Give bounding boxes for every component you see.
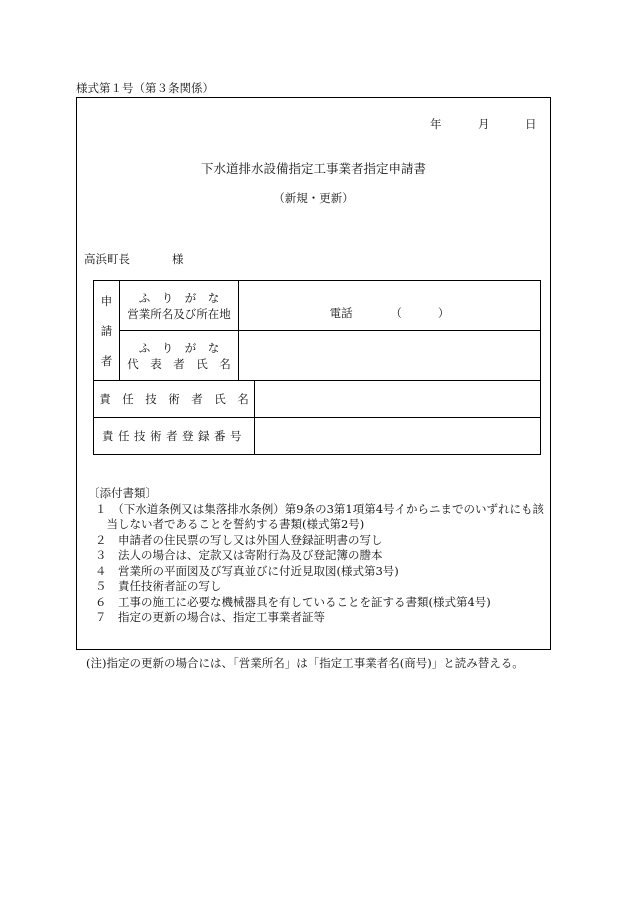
furigana-label: ふ り が な (138, 290, 220, 305)
form-title: 下水道排水設備指定工事業者指定申請書 (200, 161, 426, 176)
attachment-item: ３ 法人の場合は、定款又は寄附行為及び登記簿の謄本 (95, 548, 383, 562)
attachment-item: ２ 申請者の住民票の写し又は外国人登録証明書の写し (95, 532, 383, 547)
attachment-item: ６ 工事の施工に必要な機械器具を有していることを証する書類(様式第4号) (95, 594, 491, 609)
addressee-honorific: 様 (172, 252, 184, 266)
date-month-label: 月 (478, 117, 490, 131)
date-day-label: 日 (525, 117, 537, 131)
business-address-label: 営業所名及び所在地 (127, 306, 231, 321)
business-address-label-cell (120, 281, 239, 331)
applicant-table (93, 280, 541, 455)
date-year-label: 年 (430, 117, 442, 131)
form-number-label: 様式第１号（第３条関係） (76, 81, 214, 95)
engineer-name-label: 責 任 技 術 者 氏 名 (94, 381, 255, 418)
representative-name-label: 代 表 者 氏 名 (127, 356, 231, 371)
furigana-label: ふ り が な (138, 340, 220, 355)
applicant-side-label: 申 請 者 (94, 281, 120, 381)
attachment-item: 当しない者であることを誓約する書類(様式第2号) (95, 517, 365, 531)
representative-name-field[interactable] (239, 331, 541, 381)
engineer-registration-label: 責任技術者登録番号 (94, 418, 255, 455)
engineer-registration-field[interactable] (255, 418, 541, 455)
representative-label-cell (120, 331, 239, 381)
attachment-item: １ （下水道条例又は集落排水条例）第9条の3第1項第4号イからニまでのいずれにも該 (95, 501, 545, 516)
form-subtitle: （新規・更新） (273, 191, 354, 205)
addressee-name: 高浜町長 (84, 252, 130, 266)
attachments-section (88, 486, 544, 626)
application-form (76, 97, 551, 650)
business-address-field[interactable]: 電話 （ ） (239, 281, 541, 331)
addressee (84, 251, 184, 267)
attachment-item: ７ 指定の更新の場合は、指定工事業者証等 (95, 610, 325, 624)
attachment-item: ５ 責任技術者証の写し (95, 579, 222, 593)
engineer-name-field[interactable] (255, 381, 541, 418)
attachments-heading: 〔添付書類〕 (88, 486, 157, 500)
attachment-item: ４ 営業所の平面図及び写真並びに付近見取図(様式第3号) (95, 563, 399, 578)
footnote: (注)指定の更新の場合には、「営業所名」は「指定工事業者名(商号)」と読み替える。 (86, 656, 524, 670)
phone-label: 電話 (329, 305, 353, 320)
